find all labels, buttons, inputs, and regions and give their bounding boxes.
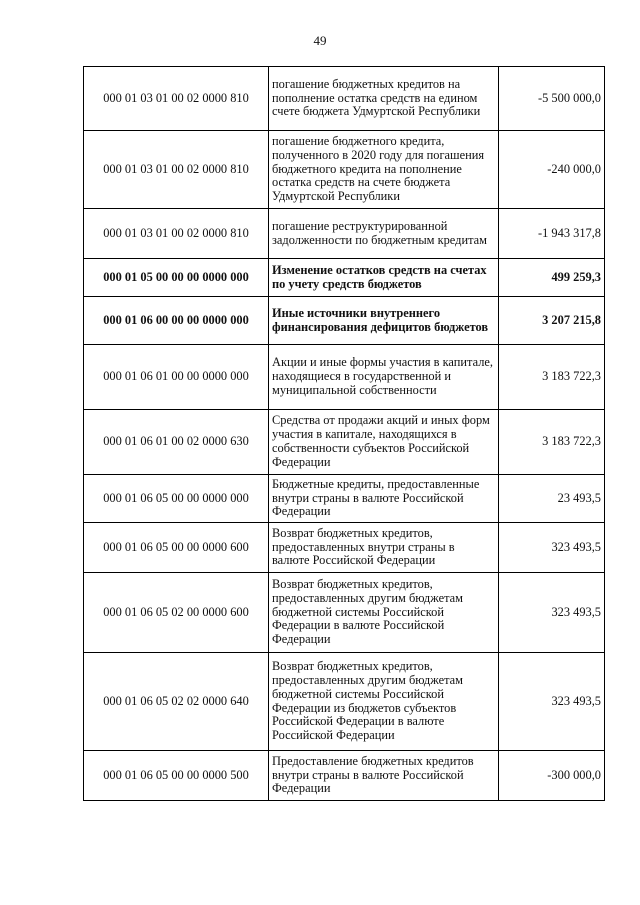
table-row (84, 410, 605, 475)
amount-cell: 3 207 215,8 (499, 297, 605, 345)
description-cell: Изменение остатков средств на счетах по учету средств бюджетов (269, 259, 499, 297)
amount-cell: 323 493,5 (499, 653, 605, 751)
amount-cell: 499 259,3 (499, 259, 605, 297)
financing-sources-table (83, 66, 605, 801)
description-cell: Возврат бюджетных кредитов, предоставленных другим бюджетам бюджетной системы Российской Федерации в валюте Российской Федерации (269, 573, 499, 653)
description-cell: Иные источники внутреннего финансирования дефицитов бюджетов (269, 297, 499, 345)
page-number: 49 (313, 33, 327, 48)
table-row (84, 131, 605, 209)
budget-code-cell: 000 01 03 01 00 02 0000 810 (84, 209, 269, 259)
amount-cell: 23 493,5 (499, 475, 605, 523)
description-cell: погашение реструктурированной задолженности по бюджетным кредитам (269, 209, 499, 259)
amount-cell: -300 000,0 (499, 751, 605, 801)
budget-code-cell: 000 01 06 05 02 00 0000 600 (84, 573, 269, 653)
description-cell: погашение бюджетного кредита, полученного в 2020 году для погашения бюджетного кредита на пополнение остатка средств на счете бюджета Удмуртской Республики (269, 131, 499, 209)
budget-code-cell: 000 01 03 01 00 02 0000 810 (84, 67, 269, 131)
table-row (84, 209, 605, 259)
budget-code-cell: 000 01 06 01 00 02 0000 630 (84, 410, 269, 475)
description-cell: Возврат бюджетных кредитов, предоставленных другим бюджетам бюджетной системы Российской Федерации из бюджетов субъектов Российской Федерации в валюте Российской Федерации (269, 653, 499, 751)
table-row (84, 573, 605, 653)
table-row (84, 345, 605, 410)
table-row (84, 297, 605, 345)
amount-cell: 3 183 722,3 (499, 410, 605, 475)
budget-code-cell: 000 01 06 00 00 00 0000 000 (84, 297, 269, 345)
amount-cell: -1 943 317,8 (499, 209, 605, 259)
amount-cell: 323 493,5 (499, 523, 605, 573)
description-cell: Возврат бюджетных кредитов, предоставленных внутри страны в валюте Российской Федерации (269, 523, 499, 573)
table-row (84, 259, 605, 297)
table-row (84, 653, 605, 751)
description-cell: Акции и иные формы участия в капитале, находящиеся в государственной и муниципальной собственности (269, 345, 499, 410)
table-row (84, 523, 605, 573)
amount-cell: -240 000,0 (499, 131, 605, 209)
description-cell: погашение бюджетных кредитов на пополнение остатка средств на едином счете бюджета Удмуртской Республики (269, 67, 499, 131)
amount-cell: -5 500 000,0 (499, 67, 605, 131)
table-row (84, 475, 605, 523)
description-cell: Бюджетные кредиты, предоставленные внутри страны в валюте Российской Федерации (269, 475, 499, 523)
budget-code-cell: 000 01 06 05 00 00 0000 600 (84, 523, 269, 573)
budget-code-cell: 000 01 06 01 00 00 0000 000 (84, 345, 269, 410)
amount-cell: 323 493,5 (499, 573, 605, 653)
table-row (84, 751, 605, 801)
description-cell: Средства от продажи акций и иных форм участия в капитале, находящихся в собственности субъектов Российской Федерации (269, 410, 499, 475)
amount-cell: 3 183 722,3 (499, 345, 605, 410)
description-cell: Предоставление бюджетных кредитов внутри страны в валюте Российской Федерации (269, 751, 499, 801)
budget-code-cell: 000 01 06 05 00 00 0000 500 (84, 751, 269, 801)
budget-code-cell: 000 01 03 01 00 02 0000 810 (84, 131, 269, 209)
budget-code-cell: 000 01 06 05 00 00 0000 000 (84, 475, 269, 523)
table-row (84, 67, 605, 131)
budget-code-cell: 000 01 05 00 00 00 0000 000 (84, 259, 269, 297)
budget-code-cell: 000 01 06 05 02 02 0000 640 (84, 653, 269, 751)
